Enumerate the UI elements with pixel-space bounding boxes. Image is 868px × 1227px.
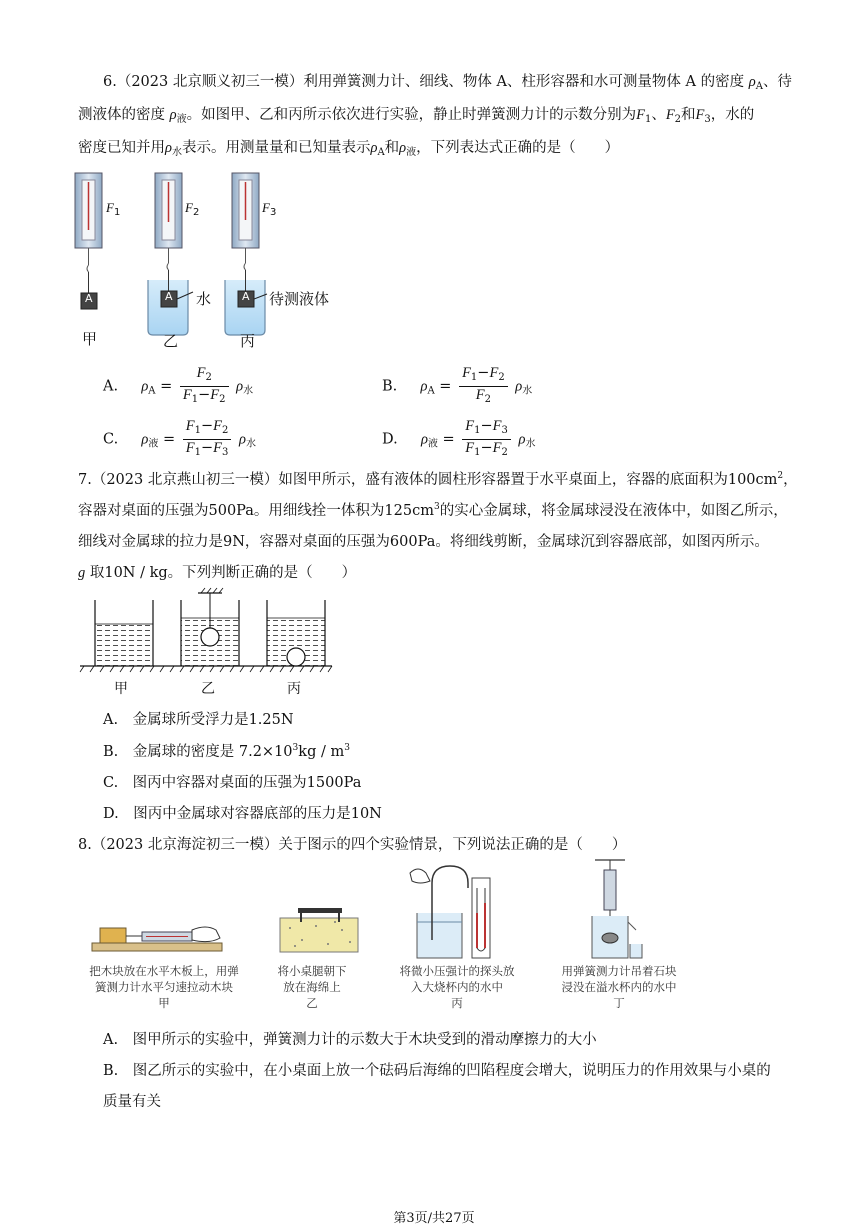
caption-yi — [262, 963, 362, 1011]
numerator — [180, 365, 229, 387]
f-symbol: F — [636, 107, 645, 123]
f-symbol: F — [213, 418, 222, 434]
q7-option-d[interactable] — [103, 802, 382, 823]
fraction — [183, 418, 232, 461]
subscript: 1 — [194, 447, 201, 458]
subscript: 液 — [427, 438, 438, 450]
caption-text: 把木块放在水平木板上，用弹 — [89, 964, 239, 978]
f-symbol: F — [185, 200, 193, 215]
caption-text: 入大烧杯内的水中 — [411, 980, 503, 994]
subscript: 液 — [148, 438, 159, 450]
q6-text: 、 — [651, 107, 666, 123]
f-symbol: F — [262, 200, 270, 215]
rho-symbol: ρ — [238, 431, 246, 448]
caption-bing — [382, 963, 532, 1011]
subscript: 3 — [704, 114, 711, 125]
minus-sign: − — [200, 418, 214, 434]
caption-label: 乙 — [306, 996, 318, 1010]
subscript: 水 — [522, 385, 533, 397]
f-symbol: F — [475, 387, 485, 403]
q6-text: 。如图甲、乙和丙所示依次进行实验，静止时弹簧测力计的示数分别为 — [186, 107, 637, 123]
q6-text: ，水的 — [710, 107, 755, 123]
q7-text: 容器对桌面的压强为500Pa。用细线拴一体积为125cm — [78, 503, 434, 519]
rho-symbol: ρ — [169, 107, 177, 123]
q8-text: 8.（2023 北京海淀初三一模）关于图示的四个实验情景，下列说法正确的是（ ） — [78, 837, 627, 853]
subscript: 3 — [222, 447, 229, 458]
q7-text: 7.（2023 北京燕山初三一模）如图甲所示，盛有液体的圆柱形容器置于水平桌面上，容器的底面积为100cm — [78, 472, 778, 488]
minus-sign: − — [198, 387, 211, 403]
option-text: kg / m — [298, 744, 345, 760]
superscript: 3 — [433, 502, 440, 512]
q8-option-b[interactable] — [103, 1059, 771, 1080]
object-a-label: A — [165, 290, 173, 303]
rho-symbol: ρ — [236, 378, 244, 395]
superscript: 3 — [344, 743, 350, 753]
f-symbol: F — [182, 387, 192, 403]
q7-text: 的实心金属球，将金属球浸没在液体中，如图乙所示， — [439, 503, 788, 519]
q6-option-b[interactable] — [382, 365, 532, 408]
spring-scale-jia — [75, 173, 102, 309]
water-label: 水 — [196, 290, 212, 308]
q6-line1 — [103, 70, 792, 92]
q7-line4 — [78, 561, 356, 582]
fig-label-f2 — [185, 200, 199, 218]
f-symbol: F — [492, 418, 502, 434]
rho-symbol: ρ — [515, 378, 523, 395]
f-symbol: F — [665, 107, 675, 123]
f-symbol: F — [106, 200, 114, 215]
fig-label-yi: 乙 — [163, 332, 179, 350]
object-a-label: A — [242, 290, 250, 303]
subscript: 2 — [192, 207, 200, 218]
q7-line3 — [78, 530, 769, 551]
f-symbol: F — [196, 365, 206, 381]
subscript: 2 — [484, 394, 491, 405]
page-number: 第3页/共27页 — [393, 1211, 475, 1226]
superscript: 3 — [292, 743, 299, 753]
liquid-label: 待测液体 — [269, 290, 330, 308]
subscript: 液 — [406, 147, 417, 158]
rho-symbol: ρ — [399, 140, 407, 156]
subscript: 1 — [474, 425, 481, 436]
fig-label-jia: 甲 — [82, 330, 98, 348]
f-symbol: F — [185, 418, 195, 434]
rho-symbol: ρ — [165, 140, 172, 156]
equals-sign: = — [160, 378, 173, 395]
minus-sign: − — [480, 440, 493, 456]
q6-option-a[interactable] — [103, 365, 253, 408]
f-symbol: F — [462, 365, 471, 381]
spring-scale-bing — [225, 173, 265, 335]
denominator — [462, 440, 511, 461]
subscript: 3 — [501, 425, 508, 436]
subscript: 2 — [222, 425, 229, 436]
caption-label: 丁 — [613, 996, 625, 1010]
minus-sign: − — [480, 418, 493, 434]
subscript: 水 — [171, 147, 182, 158]
q6-option-d[interactable] — [382, 418, 535, 461]
container-jia — [95, 600, 153, 666]
q7-text: ， — [783, 472, 798, 488]
subscript: 1 — [644, 114, 652, 125]
option-text: C. 图丙中容器对桌面的压强为1500Pa — [103, 775, 362, 791]
equals-sign: = — [439, 378, 452, 395]
equals-sign: = — [162, 431, 176, 448]
q7-line2 — [78, 499, 788, 520]
q8-option-b-cont — [103, 1090, 161, 1111]
subscript: 液 — [176, 114, 187, 125]
q8-option-a[interactable] — [103, 1028, 597, 1049]
subscript: 2 — [674, 114, 682, 125]
numerator — [459, 365, 508, 387]
container-bing — [267, 600, 325, 666]
subscript: 1 — [194, 425, 201, 436]
fig-label-jia: 甲 — [114, 681, 128, 697]
f-symbol: F — [489, 365, 499, 381]
subscript: 3 — [269, 207, 277, 218]
minus-sign: − — [477, 365, 490, 381]
fraction — [462, 418, 511, 461]
subscript: 2 — [501, 447, 508, 458]
fraction — [459, 365, 508, 408]
experiment-ding — [592, 860, 642, 958]
subscript: 2 — [219, 394, 226, 405]
subscript: 水 — [245, 438, 256, 450]
caption-text: 放在海绵上 — [283, 980, 341, 994]
caption-jia — [74, 963, 254, 1011]
caption-label: 丙 — [451, 996, 463, 1010]
q6-line3 — [78, 136, 619, 158]
option-text: A. 图甲所示的实验中，弹簧测力计的示数大于木块受到的滑动摩擦力的大小 — [103, 1032, 597, 1048]
fig-label-f3 — [262, 200, 276, 218]
q6-text: 和 — [681, 107, 696, 123]
option-letter: C. — [103, 431, 119, 448]
subscript: 1 — [474, 447, 481, 458]
f-symbol: F — [465, 440, 475, 456]
f-symbol: F — [492, 440, 502, 456]
f-symbol: F — [210, 387, 220, 403]
fig-label-bing: 丙 — [240, 332, 256, 350]
subscript: A — [427, 385, 435, 397]
q6-text: 、待 — [762, 74, 792, 90]
experiment-jia — [92, 927, 222, 951]
spring-scale-yi — [148, 173, 188, 335]
option-letter: B. — [382, 378, 398, 395]
option-letter: A. — [103, 378, 119, 395]
option-letter: D. — [382, 431, 398, 448]
option-text: B. 金属球的密度是 7.2×10 — [103, 744, 293, 760]
q6-figure — [70, 170, 370, 355]
subscript: A — [377, 147, 385, 158]
rho-symbol: ρ — [420, 431, 428, 448]
g-symbol: g — [78, 565, 86, 581]
q7-option-a[interactable] — [103, 708, 294, 729]
option-text: B. 图乙所示的实验中，在小桌面上放一个砝码后海绵的凹陷程度会增大，说明压力的作用效果与小桌的 — [103, 1063, 771, 1079]
superscript: 2 — [777, 471, 784, 481]
object-a-label: A — [85, 292, 93, 305]
fig-label-bing: 丙 — [287, 681, 301, 697]
subscript: 1 — [470, 372, 478, 383]
q7-option-c[interactable] — [103, 771, 361, 792]
minus-sign: − — [200, 440, 214, 456]
rho-symbol: ρ — [420, 378, 428, 395]
experiment-yi — [280, 908, 358, 952]
numerator — [462, 418, 511, 440]
q7-text: 取10N / kg。下列判断正确的是（ ） — [85, 565, 357, 581]
fraction — [180, 365, 229, 408]
denominator — [180, 387, 229, 408]
q6-line2 — [78, 103, 754, 125]
rho-symbol: ρ — [141, 378, 149, 395]
option-text: A. 金属球所受浮力是1.25N — [103, 712, 294, 728]
caption-text: 将微小压强计的探头放 — [399, 964, 515, 978]
q6-text: 表示。用测量量和已知量表示 — [181, 140, 371, 156]
subscript: 1 — [191, 394, 199, 405]
subscript: 水 — [243, 385, 254, 397]
caption-text: 用弹簧测力计吊着石块 — [561, 964, 677, 978]
q7-line1 — [78, 468, 798, 489]
caption-ding — [544, 963, 694, 1011]
denominator — [459, 387, 508, 408]
option-text: 质量有关 — [103, 1094, 161, 1110]
page-footer — [0, 1207, 868, 1226]
rho-symbol: ρ — [518, 431, 526, 448]
fig-label-f1 — [106, 200, 120, 218]
q6-text: ，下列表达式正确的是（ ） — [416, 140, 620, 156]
caption-label: 甲 — [158, 996, 170, 1010]
subscript: 2 — [205, 372, 212, 383]
subscript: 2 — [498, 372, 505, 383]
subscript: 水 — [525, 438, 536, 450]
denominator — [183, 440, 232, 461]
equals-sign: = — [442, 431, 455, 448]
q6-text: 测液体的密度 — [78, 107, 170, 123]
q6-option-c[interactable] — [103, 418, 256, 461]
f-symbol: F — [213, 440, 222, 456]
f-symbol: F — [465, 418, 475, 434]
subscript: 1 — [113, 207, 121, 218]
caption-text: 簧测力计水平匀速拉动木块 — [95, 980, 233, 994]
numerator — [183, 418, 232, 440]
q8-figure — [80, 858, 650, 966]
q6-text: 和 — [384, 140, 400, 156]
caption-text: 将小桌腿朝下 — [277, 964, 347, 978]
rho-symbol: ρ — [141, 431, 149, 448]
fig-label-yi: 乙 — [201, 681, 215, 697]
caption-text: 浸没在溢水杯内的水中 — [561, 980, 677, 994]
experiment-bing — [410, 866, 490, 958]
q8-line1 — [78, 833, 626, 854]
rho-symbol: ρ — [748, 74, 756, 90]
q6-text: 6.（2023 北京顺义初三一模）利用弹簧测力计、细线、物体 A、柱形容器和水可测量物体 A 的密度 — [103, 74, 749, 90]
subscript: A — [148, 385, 156, 397]
container-yi — [181, 588, 239, 666]
q7-text: 细线对金属球的拉力是9N，容器对桌面的压强为600Pa。将细线剪断，金属球沉到容器底部，如图丙所示。 — [78, 534, 769, 550]
q6-text: 密度已知并用 — [78, 140, 165, 156]
option-text: D. 图丙中金属球对容器底部的压力是10N — [103, 806, 382, 822]
subscript: A — [755, 81, 763, 92]
q7-figure — [80, 588, 335, 678]
rho-symbol: ρ — [370, 140, 378, 156]
f-symbol: F — [185, 440, 195, 456]
f-symbol: F — [695, 107, 705, 123]
q7-option-b[interactable] — [103, 740, 350, 761]
